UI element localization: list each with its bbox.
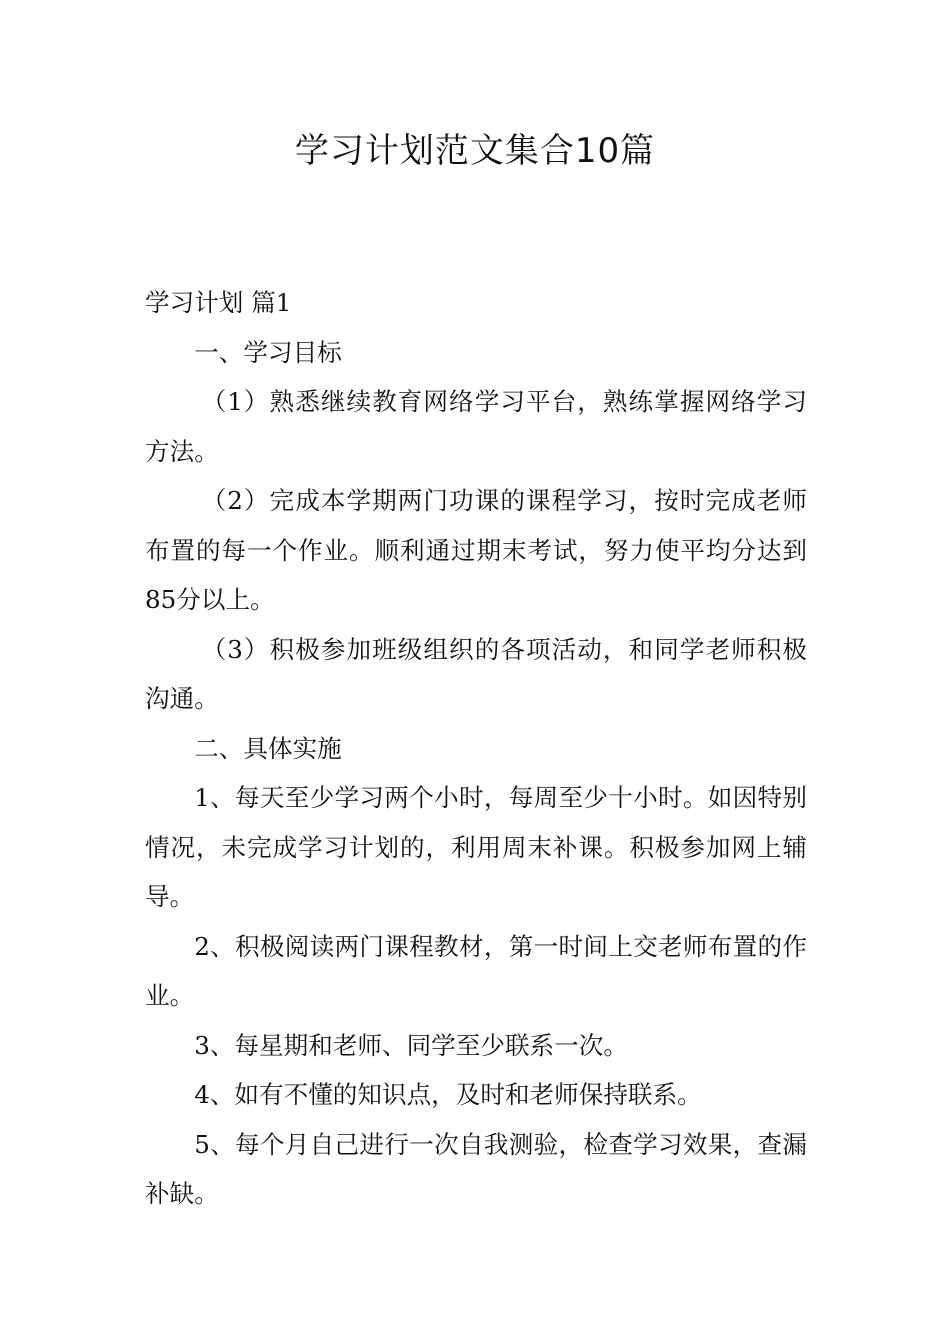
paragraph-implementation-2: 2、积极阅读两门课程教材，第一时间上交老师布置的作业。 [145, 931, 807, 1010]
document-title: 学习计划范文集合10篇 [294, 131, 656, 171]
paragraph-implementation-heading: 二、具体实施 [194, 733, 342, 763]
paragraph-goal-1: （1）熟悉继续教育网络学习平台，熟练掌握网络学习方法。 [145, 387, 807, 466]
document-body [145, 278, 807, 1219]
section-heading: 学习计划 篇1 [145, 288, 292, 317]
paragraph-goal-3: （3）积极参加班级组织的各项活动，和同学老师积极沟通。 [145, 634, 807, 713]
paragraph-implementation-4: 4、如有不懂的知识点，及时和老师保持联系。 [194, 1080, 702, 1109]
paragraph-goal-heading: 一、学习目标 [194, 337, 342, 367]
paragraph-goal-2: （2）完成本学期两门功课的课程学习，按时完成老师布置的每一个作业。顺利通过期末考试，努力使平均分达到85分以上。 [145, 486, 807, 614]
paragraph-implementation-1: 1、每天至少学习两个小时，每周至少十小时。如因特别情况，未完成学习计划的，利用周末补课。积极参加网上辅导。 [145, 783, 807, 911]
paragraph-implementation-3: 3、每星期和老师、同学至少联系一次。 [194, 1030, 628, 1060]
paragraph-implementation-5: 5、每个月自己进行一次自我测验，检查学习效果，查漏补缺。 [145, 1129, 807, 1208]
